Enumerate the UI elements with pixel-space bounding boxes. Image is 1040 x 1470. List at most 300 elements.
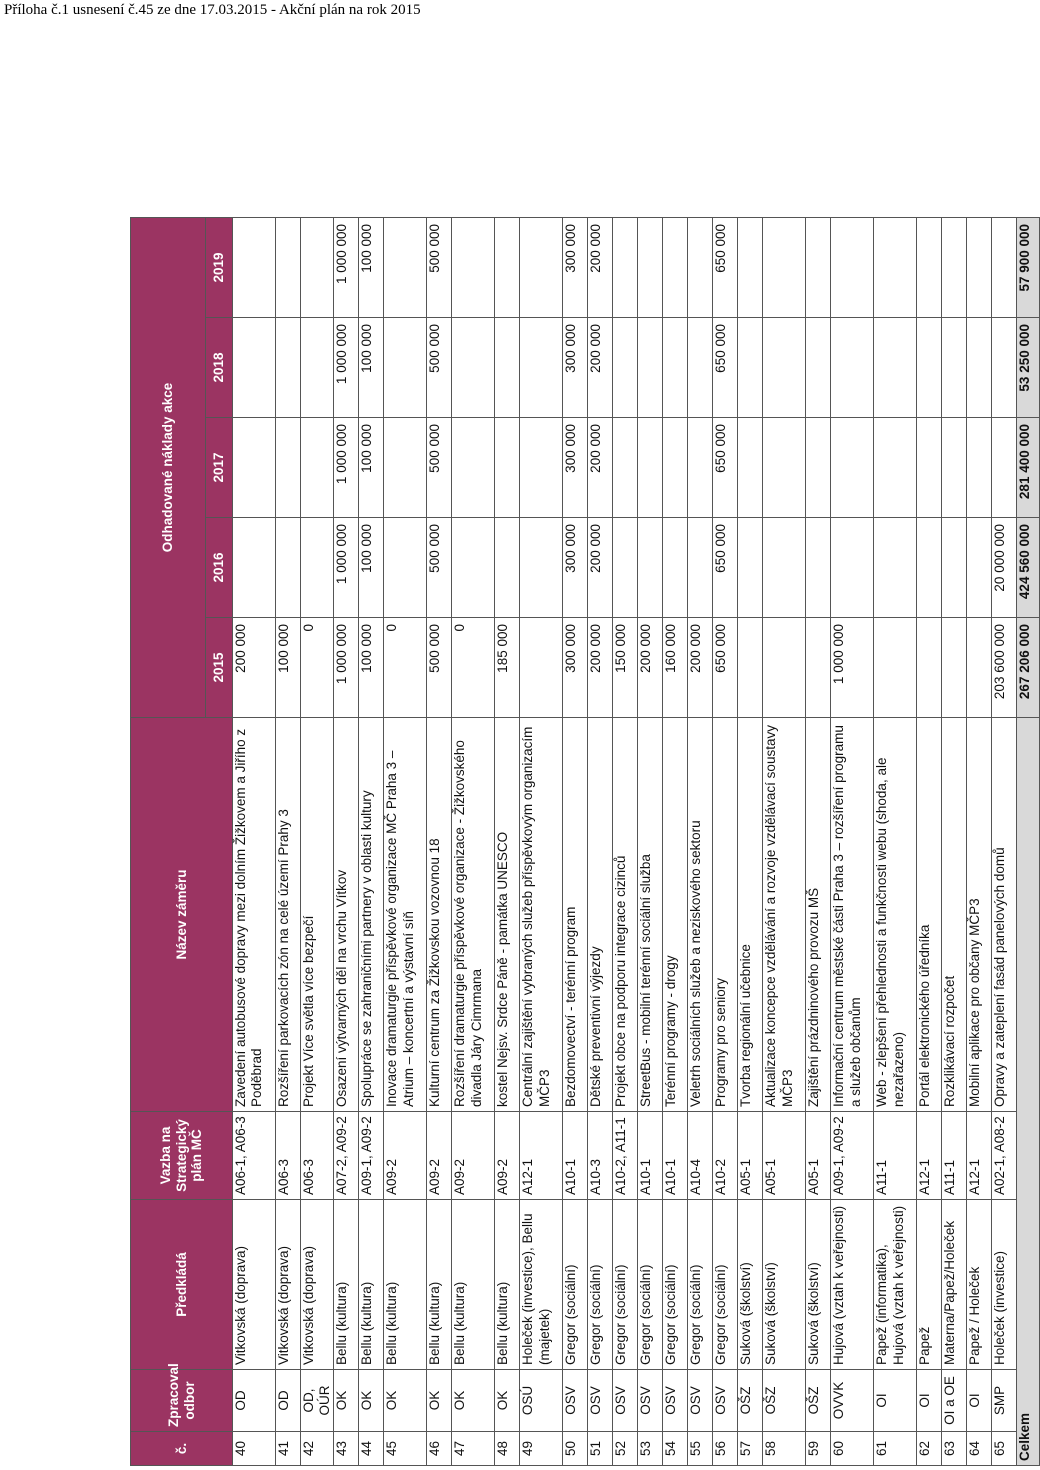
row-number: 62 bbox=[917, 1432, 942, 1466]
row-cost: 300 000 bbox=[563, 318, 588, 418]
total-cost-2018: 53 250 000 bbox=[1017, 318, 1040, 418]
table-row bbox=[738, 217, 763, 1465]
row-project-name: Web - zlepšení přehlednosti a funkčnosti webu (shoda, ale nezařazeno) bbox=[874, 718, 917, 1112]
row-dept: OSV bbox=[588, 1370, 613, 1432]
row-cost: 100 000 bbox=[359, 618, 384, 718]
row-number: 60 bbox=[831, 1432, 874, 1466]
row-cost bbox=[917, 618, 942, 718]
row-strategic-link: A09-2 bbox=[452, 1112, 495, 1200]
table-row bbox=[520, 217, 563, 1465]
row-cost bbox=[763, 618, 806, 718]
row-strategic-link: A09-1, A09-2 bbox=[359, 1112, 384, 1200]
row-number: 65 bbox=[992, 1432, 1017, 1466]
table-row bbox=[613, 217, 638, 1465]
table-row bbox=[874, 217, 917, 1465]
row-dept: OŠZ bbox=[806, 1370, 831, 1432]
row-number: 41 bbox=[276, 1432, 301, 1466]
table-row bbox=[638, 217, 663, 1465]
row-number: 47 bbox=[452, 1432, 495, 1466]
row-presenter: Papež (informatika), Hujová (vztah k veřejnosti) bbox=[874, 1200, 917, 1370]
row-cost bbox=[638, 518, 663, 618]
row-strategic-link: A10-1 bbox=[638, 1112, 663, 1200]
row-presenter: Vitkovská (doprava) bbox=[276, 1200, 301, 1370]
rotated-table-page bbox=[130, 218, 1033, 1466]
row-cost bbox=[763, 217, 806, 317]
row-strategic-link: A05-1 bbox=[806, 1112, 831, 1200]
row-cost bbox=[942, 518, 967, 618]
row-dept: OK bbox=[384, 1370, 427, 1432]
row-number: 63 bbox=[942, 1432, 967, 1466]
row-cost bbox=[520, 518, 563, 618]
row-cost: 0 bbox=[384, 618, 427, 718]
row-strategic-link: A12-1 bbox=[967, 1112, 992, 1200]
row-strategic-link: A10-1 bbox=[663, 1112, 688, 1200]
row-dept: OD bbox=[233, 1370, 276, 1432]
row-strategic-link: A11-1 bbox=[874, 1112, 917, 1200]
row-cost bbox=[688, 518, 713, 618]
row-project-name: Centrální zajištění vybraných služeb příspěvkovým organizacím MČP3 bbox=[520, 718, 563, 1112]
total-cost-2016: 424 560 000 bbox=[1017, 518, 1040, 618]
row-cost bbox=[738, 217, 763, 317]
row-strategic-link: A06-3 bbox=[301, 1112, 334, 1200]
row-cost bbox=[384, 217, 427, 317]
row-cost: 185 000 bbox=[495, 618, 520, 718]
header-no: č. bbox=[131, 1432, 233, 1466]
row-cost: 1 000 000 bbox=[334, 418, 359, 518]
row-presenter: Vitkovská (doprava) bbox=[301, 1200, 334, 1370]
row-cost: 300 000 bbox=[563, 518, 588, 618]
row-number: 49 bbox=[520, 1432, 563, 1466]
row-strategic-link: A10-4 bbox=[688, 1112, 713, 1200]
table-row bbox=[967, 217, 992, 1465]
row-cost bbox=[763, 318, 806, 418]
row-cost bbox=[831, 518, 874, 618]
row-cost: 20 000 000 bbox=[992, 518, 1017, 618]
row-cost bbox=[806, 418, 831, 518]
row-number: 58 bbox=[763, 1432, 806, 1466]
row-project-name: Osazení výtvarných děl na vrchu Vítkov bbox=[334, 718, 359, 1112]
row-presenter: Holeček (investice) bbox=[992, 1200, 1017, 1370]
total-cost-2015: 267 206 000 bbox=[1017, 618, 1040, 718]
row-presenter: Bellu (kultura) bbox=[359, 1200, 384, 1370]
row-project-name: Rozšíření dramaturgie příspěvkové organizace - Žižkovského divadla Járy Cimrmana bbox=[452, 718, 495, 1112]
row-cost bbox=[967, 318, 992, 418]
row-cost bbox=[738, 618, 763, 718]
row-strategic-link: A11-1 bbox=[942, 1112, 967, 1200]
row-cost: 100 000 bbox=[359, 418, 384, 518]
row-dept: OSV bbox=[613, 1370, 638, 1432]
row-presenter: Gregor (sociální) bbox=[663, 1200, 688, 1370]
row-cost bbox=[992, 418, 1017, 518]
row-cost bbox=[992, 318, 1017, 418]
row-cost bbox=[992, 217, 1017, 317]
row-strategic-link: A06-3 bbox=[276, 1112, 301, 1200]
row-cost: 300 000 bbox=[563, 618, 588, 718]
row-presenter: Suková (školství) bbox=[806, 1200, 831, 1370]
row-cost: 650 000 bbox=[713, 217, 738, 317]
row-number: 42 bbox=[301, 1432, 334, 1466]
row-cost bbox=[663, 418, 688, 518]
row-cost bbox=[301, 418, 334, 518]
row-cost bbox=[520, 418, 563, 518]
row-cost bbox=[384, 518, 427, 618]
row-cost: 160 000 bbox=[663, 618, 688, 718]
row-cost bbox=[763, 518, 806, 618]
row-cost bbox=[663, 518, 688, 618]
total-row bbox=[1017, 217, 1040, 1465]
row-cost bbox=[688, 217, 713, 317]
row-project-name: Rozklikávací rozpočet bbox=[942, 718, 967, 1112]
row-cost bbox=[233, 318, 276, 418]
row-dept: OK bbox=[495, 1370, 520, 1432]
header-row bbox=[131, 217, 206, 1465]
row-dept: OSV bbox=[663, 1370, 688, 1432]
row-project-name: Aktualizace koncepce vzdělávání a rozvoje vzdělávací soustavy MČP3 bbox=[763, 718, 806, 1112]
total-cost-2019: 57 900 000 bbox=[1017, 217, 1040, 317]
row-strategic-link: A09-2 bbox=[427, 1112, 452, 1200]
row-cost: 650 000 bbox=[713, 618, 738, 718]
row-dept: SMP bbox=[992, 1370, 1017, 1432]
row-cost: 650 000 bbox=[713, 518, 738, 618]
row-cost bbox=[763, 418, 806, 518]
row-cost: 100 000 bbox=[359, 217, 384, 317]
row-cost: 1 000 000 bbox=[334, 518, 359, 618]
row-dept: OSV bbox=[713, 1370, 738, 1432]
row-presenter: Suková (školství) bbox=[763, 1200, 806, 1370]
row-cost bbox=[233, 418, 276, 518]
row-presenter: Suková (školství) bbox=[738, 1200, 763, 1370]
row-presenter: Papež bbox=[917, 1200, 942, 1370]
row-cost bbox=[520, 318, 563, 418]
row-number: 64 bbox=[967, 1432, 992, 1466]
row-strategic-link: A12-1 bbox=[520, 1112, 563, 1200]
row-cost bbox=[967, 518, 992, 618]
row-number: 43 bbox=[334, 1432, 359, 1466]
row-number: 48 bbox=[495, 1432, 520, 1466]
row-dept: OSÚ bbox=[520, 1370, 563, 1432]
row-cost: 200 000 bbox=[688, 618, 713, 718]
table-row bbox=[233, 217, 276, 1465]
row-presenter: Bellu (kultura) bbox=[452, 1200, 495, 1370]
header-year: 2015 bbox=[206, 618, 233, 718]
row-cost bbox=[942, 618, 967, 718]
total-label: Celkem bbox=[1017, 718, 1040, 1466]
table-row bbox=[806, 217, 831, 1465]
row-strategic-link: A05-1 bbox=[763, 1112, 806, 1200]
row-cost bbox=[942, 217, 967, 317]
row-cost bbox=[874, 217, 917, 317]
row-dept: OSV bbox=[688, 1370, 713, 1432]
row-presenter: Gregor (sociální) bbox=[638, 1200, 663, 1370]
row-presenter: Gregor (sociální) bbox=[613, 1200, 638, 1370]
row-cost bbox=[967, 217, 992, 317]
row-cost: 200 000 bbox=[588, 618, 613, 718]
row-presenter: Bellu (kultura) bbox=[495, 1200, 520, 1370]
row-dept: OD, OÚR bbox=[301, 1370, 334, 1432]
row-cost bbox=[495, 318, 520, 418]
row-cost bbox=[276, 318, 301, 418]
row-cost bbox=[384, 318, 427, 418]
row-cost: 500 000 bbox=[427, 217, 452, 317]
row-presenter: Gregor (sociální) bbox=[688, 1200, 713, 1370]
row-cost bbox=[613, 217, 638, 317]
table-row bbox=[942, 217, 967, 1465]
row-cost bbox=[452, 518, 495, 618]
row-project-name: Veletrh sociálních služeb a neziskového sektoru bbox=[688, 718, 713, 1112]
row-project-name: Dětské preventivní výjezdy bbox=[588, 718, 613, 1112]
row-cost: 150 000 bbox=[613, 618, 638, 718]
row-cost bbox=[276, 418, 301, 518]
table-row bbox=[663, 217, 688, 1465]
row-cost bbox=[663, 318, 688, 418]
row-number: 56 bbox=[713, 1432, 738, 1466]
row-presenter: Vitkovská (doprava) bbox=[233, 1200, 276, 1370]
row-cost bbox=[917, 217, 942, 317]
row-cost: 200 000 bbox=[638, 618, 663, 718]
row-dept: OI a OE bbox=[942, 1370, 967, 1432]
header-presenter: Předkládá bbox=[131, 1200, 233, 1370]
table-row bbox=[359, 217, 384, 1465]
row-dept: OSV bbox=[638, 1370, 663, 1432]
table-row bbox=[495, 217, 520, 1465]
header-year: 2019 bbox=[206, 217, 233, 317]
row-presenter: Gregor (sociální) bbox=[588, 1200, 613, 1370]
table-body bbox=[233, 217, 1017, 1465]
row-project-name: Zajištění prázdninového provozu MŠ bbox=[806, 718, 831, 1112]
table-row bbox=[688, 217, 713, 1465]
row-cost: 500 000 bbox=[427, 618, 452, 718]
row-cost bbox=[806, 518, 831, 618]
row-cost: 100 000 bbox=[359, 518, 384, 618]
row-cost bbox=[452, 318, 495, 418]
row-cost: 203 600 000 bbox=[992, 618, 1017, 718]
row-cost: 650 000 bbox=[713, 418, 738, 518]
row-cost bbox=[917, 418, 942, 518]
row-number: 55 bbox=[688, 1432, 713, 1466]
table-row bbox=[452, 217, 495, 1465]
row-cost: 200 000 bbox=[588, 518, 613, 618]
row-presenter: Bellu (kultura) bbox=[334, 1200, 359, 1370]
table-row bbox=[384, 217, 427, 1465]
row-presenter: Bellu (kultura) bbox=[427, 1200, 452, 1370]
row-cost bbox=[638, 217, 663, 317]
row-cost bbox=[917, 518, 942, 618]
row-strategic-link: A02-1, A08-2 bbox=[992, 1112, 1017, 1200]
row-number: 40 bbox=[233, 1432, 276, 1466]
row-project-name: Projekt Více světla více bezpečí bbox=[301, 718, 334, 1112]
table-row bbox=[301, 217, 334, 1465]
row-dept: OK bbox=[427, 1370, 452, 1432]
row-dept: OI bbox=[917, 1370, 942, 1432]
row-cost bbox=[967, 618, 992, 718]
row-cost bbox=[495, 518, 520, 618]
row-project-name: Tvorba regionální učebnice bbox=[738, 718, 763, 1112]
row-presenter: Gregor (sociální) bbox=[713, 1200, 738, 1370]
row-project-name: Zavedení autobusové dopravy mezi dolním Žižkovem a Jiřího z Poděbrad bbox=[233, 718, 276, 1112]
document-header: Příloha č.1 usnesení č.45 ze dne 17.03.2015 - Akční plán na rok 2015 bbox=[4, 2, 421, 18]
row-cost bbox=[384, 418, 427, 518]
row-number: 53 bbox=[638, 1432, 663, 1466]
header-project-name: Název záměru bbox=[131, 718, 233, 1112]
row-cost bbox=[942, 318, 967, 418]
row-presenter: Holeček (investice), Bellu (majetek) bbox=[520, 1200, 563, 1370]
row-project-name: Rozšíření parkovacích zón na celé území Prahy 3 bbox=[276, 718, 301, 1112]
row-presenter: Papež / Holeček bbox=[967, 1200, 992, 1370]
row-cost bbox=[276, 518, 301, 618]
row-cost bbox=[738, 418, 763, 518]
table-row bbox=[334, 217, 359, 1465]
row-cost bbox=[613, 318, 638, 418]
row-cost bbox=[663, 217, 688, 317]
row-number: 44 bbox=[359, 1432, 384, 1466]
row-cost bbox=[613, 518, 638, 618]
table-row bbox=[713, 217, 738, 1465]
table-row bbox=[917, 217, 942, 1465]
row-dept: OŠZ bbox=[738, 1370, 763, 1432]
header-strategic-link: Vazba na Strategický plán MČ bbox=[131, 1112, 233, 1200]
row-cost bbox=[831, 217, 874, 317]
row-project-name: Kulturní centrum za Žižkovskou vozovnou 18 bbox=[427, 718, 452, 1112]
row-project-name: Terénní programy - drogy bbox=[663, 718, 688, 1112]
row-strategic-link: A12-1 bbox=[917, 1112, 942, 1200]
row-dept: OK bbox=[452, 1370, 495, 1432]
row-project-name: Spolupráce se zahraničními partnery v oblasti kultury bbox=[359, 718, 384, 1112]
row-cost bbox=[738, 518, 763, 618]
row-dept: OVVK bbox=[831, 1370, 874, 1432]
row-dept: OK bbox=[359, 1370, 384, 1432]
header-year: 2018 bbox=[206, 318, 233, 418]
header-estimated-costs: Odhadované náklady akce bbox=[131, 217, 206, 717]
row-cost bbox=[520, 217, 563, 317]
header-year: 2017 bbox=[206, 418, 233, 518]
table-row bbox=[831, 217, 874, 1465]
action-plan-table bbox=[130, 217, 1040, 1466]
row-cost bbox=[520, 618, 563, 718]
row-strategic-link: A09-2 bbox=[495, 1112, 520, 1200]
row-cost bbox=[452, 217, 495, 317]
row-cost bbox=[301, 518, 334, 618]
row-cost bbox=[831, 318, 874, 418]
row-cost bbox=[301, 217, 334, 317]
row-cost bbox=[874, 318, 917, 418]
row-cost bbox=[738, 318, 763, 418]
row-cost bbox=[831, 418, 874, 518]
row-strategic-link: A10-2, A11-1 bbox=[613, 1112, 638, 1200]
row-cost: 100 000 bbox=[276, 618, 301, 718]
row-dept: OI bbox=[874, 1370, 917, 1432]
row-cost: 100 000 bbox=[359, 318, 384, 418]
row-number: 51 bbox=[588, 1432, 613, 1466]
row-cost: 650 000 bbox=[713, 318, 738, 418]
row-cost bbox=[613, 418, 638, 518]
row-presenter: Gregor (sociální) bbox=[563, 1200, 588, 1370]
row-cost bbox=[495, 418, 520, 518]
row-number: 57 bbox=[738, 1432, 763, 1466]
row-strategic-link: A06-1, A06-3 bbox=[233, 1112, 276, 1200]
row-project-name: kostel Nejsv. Srdce Páně - památka UNESCO bbox=[495, 718, 520, 1112]
row-cost: 200 000 bbox=[588, 318, 613, 418]
row-number: 59 bbox=[806, 1432, 831, 1466]
row-project-name: Bezdomovectví - terénní program bbox=[563, 718, 588, 1112]
row-cost: 1 000 000 bbox=[334, 318, 359, 418]
row-dept: OSV bbox=[563, 1370, 588, 1432]
row-cost bbox=[638, 418, 663, 518]
row-cost bbox=[276, 217, 301, 317]
row-cost bbox=[233, 518, 276, 618]
row-cost bbox=[301, 318, 334, 418]
row-strategic-link: A09-1, A09-2 bbox=[831, 1112, 874, 1200]
row-project-name: Opravy a zateplení fasád panelových domů bbox=[992, 718, 1017, 1112]
row-cost bbox=[638, 318, 663, 418]
row-cost: 0 bbox=[452, 618, 495, 718]
row-cost bbox=[688, 418, 713, 518]
row-strategic-link: A07-2, A09-2 bbox=[334, 1112, 359, 1200]
row-strategic-link: A09-2 bbox=[384, 1112, 427, 1200]
row-cost: 300 000 bbox=[563, 217, 588, 317]
row-strategic-link: A10-2 bbox=[713, 1112, 738, 1200]
row-cost bbox=[917, 318, 942, 418]
row-cost bbox=[967, 418, 992, 518]
total-cost-2017: 281 400 000 bbox=[1017, 418, 1040, 518]
row-dept: OD bbox=[276, 1370, 301, 1432]
row-number: 46 bbox=[427, 1432, 452, 1466]
row-number: 45 bbox=[384, 1432, 427, 1466]
row-cost bbox=[806, 217, 831, 317]
table-row bbox=[763, 217, 806, 1465]
row-number: 54 bbox=[663, 1432, 688, 1466]
row-cost: 1 000 000 bbox=[334, 618, 359, 718]
row-project-name: Informační centrum městské části Praha 3 – rozšíření programu a služeb občanům bbox=[831, 718, 874, 1112]
table-row bbox=[563, 217, 588, 1465]
row-cost: 1 000 000 bbox=[831, 618, 874, 718]
row-cost: 500 000 bbox=[427, 318, 452, 418]
row-project-name: Projekt obce na podporu integrace cizinců bbox=[613, 718, 638, 1112]
row-cost bbox=[806, 318, 831, 418]
row-number: 50 bbox=[563, 1432, 588, 1466]
row-cost: 500 000 bbox=[427, 418, 452, 518]
row-cost: 1 000 000 bbox=[334, 217, 359, 317]
row-strategic-link: A05-1 bbox=[738, 1112, 763, 1200]
row-presenter: Hujová (vztah k veřejnosti) bbox=[831, 1200, 874, 1370]
row-cost: 300 000 bbox=[563, 418, 588, 518]
row-project-name: Mobilní aplikace pro občany MČP3 bbox=[967, 718, 992, 1112]
row-cost bbox=[874, 418, 917, 518]
row-presenter: Materna/Papež/Holeček bbox=[942, 1200, 967, 1370]
row-cost: 200 000 bbox=[588, 418, 613, 518]
row-cost bbox=[452, 418, 495, 518]
row-cost bbox=[874, 518, 917, 618]
row-number: 52 bbox=[613, 1432, 638, 1466]
row-cost bbox=[495, 217, 520, 317]
row-cost bbox=[942, 418, 967, 518]
table-row bbox=[588, 217, 613, 1465]
row-strategic-link: A10-1 bbox=[563, 1112, 588, 1200]
header-dept: Zpracoval odbor bbox=[131, 1370, 233, 1432]
row-dept: OK bbox=[334, 1370, 359, 1432]
row-cost: 500 000 bbox=[427, 518, 452, 618]
row-cost bbox=[688, 318, 713, 418]
table-row bbox=[992, 217, 1017, 1465]
row-project-name: Programy pro seniory bbox=[713, 718, 738, 1112]
row-cost bbox=[806, 618, 831, 718]
row-cost: 200 000 bbox=[233, 618, 276, 718]
row-strategic-link: A10-3 bbox=[588, 1112, 613, 1200]
row-presenter: Bellu (kultura) bbox=[384, 1200, 427, 1370]
row-dept: OŠZ bbox=[763, 1370, 806, 1432]
row-cost bbox=[874, 618, 917, 718]
row-dept: OI bbox=[967, 1370, 992, 1432]
header-year: 2016 bbox=[206, 518, 233, 618]
